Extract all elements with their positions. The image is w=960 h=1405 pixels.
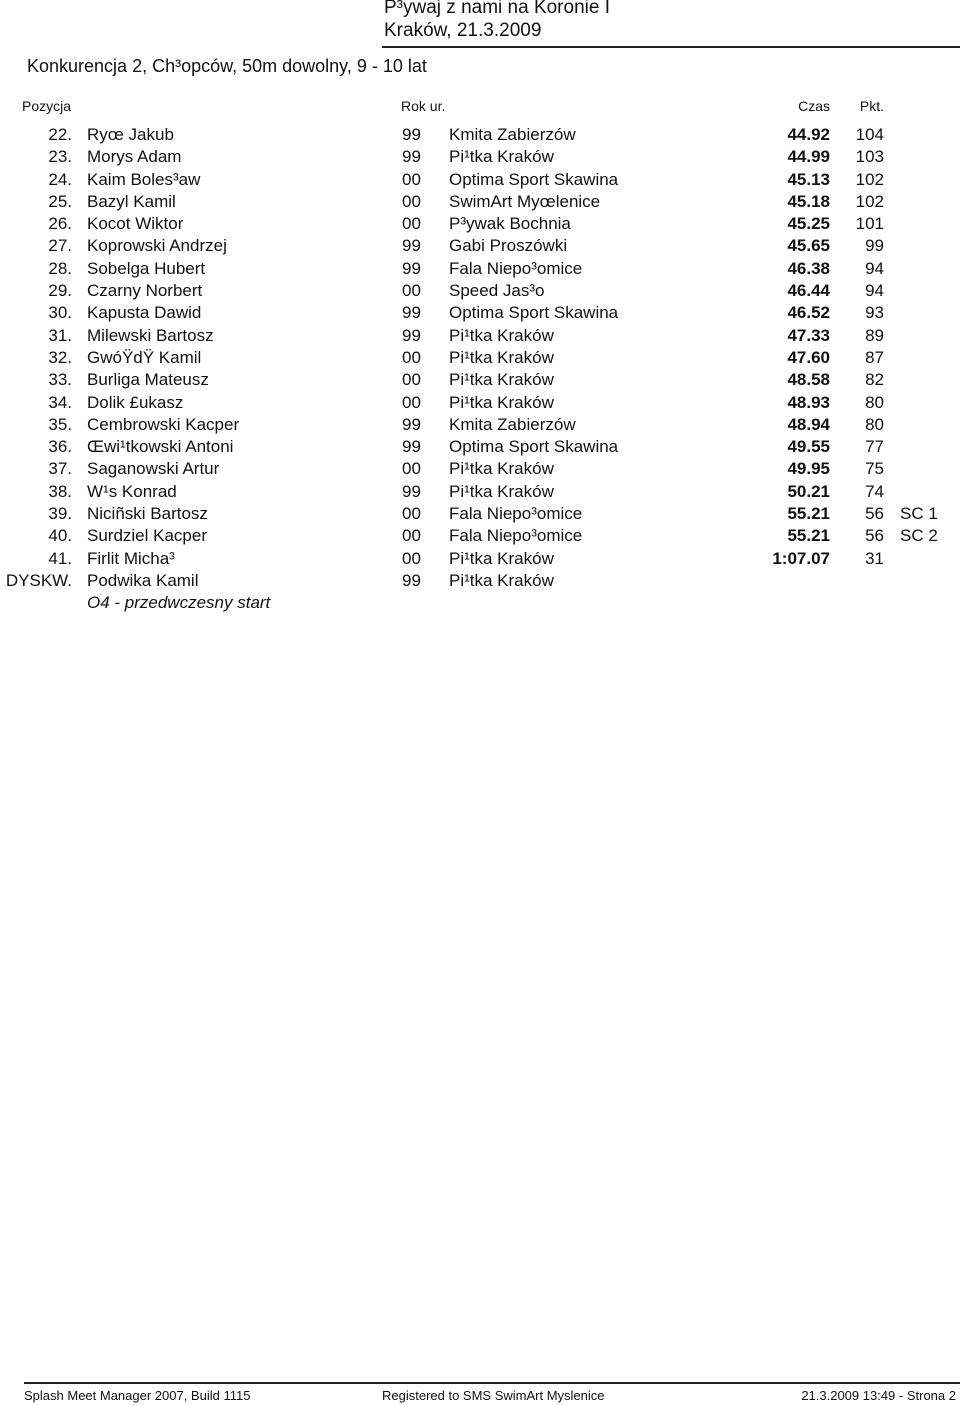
result-time: 55.21: [787, 526, 830, 546]
result-place: 35.: [48, 414, 72, 434]
result-place: 41.: [48, 548, 72, 568]
result-year: 00: [402, 214, 421, 234]
result-year: 99: [402, 125, 421, 144]
result-time: 44.99: [787, 147, 830, 167]
result-row: [0, 124, 960, 146]
result-time: 1:07.07: [772, 548, 830, 568]
result-place: 27.: [48, 236, 72, 256]
result-name: Ryœ Jakub: [87, 125, 174, 144]
result-club: Pi¹tka Kraków: [449, 548, 554, 568]
result-row: [0, 525, 960, 547]
result-year: 99: [402, 570, 421, 590]
result-row: [0, 213, 960, 235]
result-time: 49.55: [787, 437, 830, 457]
competition-title: Konkurencja 2, Ch³opców, 50m dowolny, 9 - 10 lat: [27, 56, 427, 76]
result-club: Pi¹tka Kraków: [449, 459, 554, 479]
result-row: [0, 369, 960, 391]
result-place: 33.: [48, 370, 72, 390]
result-row: [0, 258, 960, 280]
result-name: Burliga Mateusz: [87, 370, 209, 390]
result-points: 87: [865, 347, 884, 367]
footer-registered: Registered to SMS SwimArt Myslenice: [382, 1388, 605, 1403]
result-time: 47.33: [787, 325, 830, 345]
result-points: 56: [865, 504, 884, 524]
result-place: 34.: [48, 392, 72, 412]
result-row: [0, 302, 960, 324]
result-time: 45.13: [787, 169, 830, 189]
result-row: [0, 146, 960, 168]
result-place: 29.: [48, 281, 72, 301]
column-header-points: Pkt.: [859, 98, 884, 114]
result-place: 36.: [48, 437, 72, 457]
event-date: Kraków, 21.3.2009: [384, 20, 542, 41]
result-row: [0, 392, 960, 414]
result-points: 103: [855, 147, 884, 167]
result-name: Kaim Boles³aw: [87, 169, 201, 189]
result-row: [0, 436, 960, 458]
result-points: 102: [855, 169, 884, 189]
result-club: SwimArt Myœlenice: [449, 191, 601, 211]
result-name: Morys Adam: [87, 147, 182, 167]
result-club: Kmita Zabierzów: [449, 414, 576, 434]
result-row: [0, 503, 960, 525]
result-name: Surdziel Kacper: [87, 526, 208, 546]
footer-page-info: 21.3.2009 13:49 - Strona 2: [801, 1388, 956, 1403]
result-time: 47.60: [787, 347, 830, 367]
result-points: 94: [865, 258, 884, 278]
result-club: Optima Sport Skawina: [449, 303, 619, 323]
result-place: 28.: [48, 258, 72, 278]
result-points: 93: [865, 303, 884, 323]
result-name: Kocot Wiktor: [87, 214, 184, 234]
result-points: 74: [865, 481, 884, 501]
result-points: 101: [855, 214, 884, 234]
result-name: Koprowski Andrzej: [87, 236, 227, 256]
result-points: 75: [865, 459, 884, 479]
result-place: DYSKW.: [5, 570, 72, 590]
result-club: Pi¹tka Kraków: [449, 370, 554, 390]
result-note: SC 1: [900, 504, 938, 524]
result-points: 77: [865, 437, 884, 457]
result-row: [0, 570, 960, 592]
results-table: [0, 124, 960, 592]
result-points: 80: [865, 414, 884, 434]
result-club: Pi¹tka Kraków: [449, 481, 554, 501]
result-club: Fala Niepo³omice: [449, 526, 583, 546]
result-row: [0, 325, 960, 347]
result-club: Optima Sport Skawina: [449, 437, 619, 457]
result-club: Pi¹tka Kraków: [449, 392, 554, 412]
result-name: W¹s Konrad: [87, 481, 177, 501]
result-year: 00: [402, 526, 421, 546]
result-place: 39.: [48, 504, 72, 524]
result-points: 99: [865, 236, 884, 256]
column-header-year: Rok ur.: [401, 98, 446, 114]
result-time: 46.44: [787, 281, 830, 301]
result-year: 00: [402, 169, 421, 189]
result-year: 00: [402, 459, 421, 479]
result-points: 82: [865, 370, 884, 390]
result-row: [0, 481, 960, 503]
result-name: Œwi¹tkowski Antoni: [87, 437, 234, 457]
result-place: 30.: [48, 303, 72, 323]
result-club: Fala Niepo³omice: [449, 504, 583, 524]
result-points: 31: [865, 548, 884, 568]
result-row: [0, 191, 960, 213]
result-year: 00: [402, 548, 421, 568]
event-title: P³ywaj z nami na Koronie I: [384, 0, 610, 18]
result-row: [0, 458, 960, 480]
result-club: Pi¹tka Kraków: [449, 325, 554, 345]
result-time: 49.95: [787, 459, 830, 479]
result-place: 26.: [48, 214, 72, 234]
result-name: Sobelga Hubert: [87, 258, 206, 278]
result-place: 31.: [48, 325, 72, 345]
result-name: Czarny Norbert: [87, 281, 203, 301]
result-points: 89: [865, 325, 884, 345]
result-place: 32.: [48, 347, 72, 367]
result-row: [0, 347, 960, 369]
result-club: Pi¹tka Kraków: [449, 570, 554, 590]
result-year: 99: [402, 325, 421, 345]
column-header-position: Pozycja: [22, 98, 72, 114]
result-row: [0, 280, 960, 302]
result-name: Firlit Micha³: [87, 548, 175, 568]
result-year: 99: [402, 414, 421, 434]
result-time: 48.58: [787, 370, 830, 390]
result-name: Cembrowski Kacper: [87, 414, 240, 434]
result-row: [0, 548, 960, 570]
result-name: Saganowski Artur: [87, 459, 220, 479]
result-club: Pi¹tka Kraków: [449, 347, 554, 367]
result-name: Kapusta Dawid: [87, 303, 202, 323]
result-points: 104: [855, 125, 884, 144]
result-year: 99: [402, 258, 421, 278]
footer-divider: [24, 1382, 960, 1384]
result-time: 48.94: [787, 414, 830, 434]
footer-software: Splash Meet Manager 2007, Build 1115: [24, 1388, 251, 1403]
result-note: SC 2: [900, 526, 938, 546]
result-place: 40.: [48, 526, 72, 546]
result-name: Dolik £ukasz: [87, 392, 184, 412]
result-year: 00: [402, 347, 421, 367]
result-club: P³ywak Bochnia: [449, 214, 571, 234]
result-year: 00: [402, 392, 421, 412]
result-time: 55.21: [787, 504, 830, 524]
result-row: [0, 169, 960, 191]
result-year: 99: [402, 481, 421, 501]
result-place: 37.: [48, 459, 72, 479]
result-points: 80: [865, 392, 884, 412]
result-name: Niciñski Bartosz: [87, 504, 208, 524]
result-points: 102: [855, 191, 884, 211]
result-year: 00: [402, 504, 421, 524]
result-club: Kmita Zabierzów: [449, 125, 576, 144]
disqualification-reason: O4 - przedwczesny start: [87, 593, 271, 612]
result-points: 56: [865, 526, 884, 546]
result-year: 00: [402, 370, 421, 390]
result-row: [0, 414, 960, 436]
header-divider: [382, 46, 960, 48]
result-year: 99: [402, 236, 421, 256]
result-time: 45.65: [787, 236, 830, 256]
result-name: GwóŸdŸ Kamil: [87, 347, 202, 367]
result-year: 00: [402, 281, 421, 301]
result-club: Gabi Proszówki: [449, 236, 568, 256]
result-time: 50.21: [787, 481, 830, 501]
result-row: [0, 235, 960, 257]
result-place: 23.: [48, 147, 72, 167]
result-year: 00: [402, 191, 421, 211]
result-name: Milewski Bartosz: [87, 325, 214, 345]
result-time: 48.93: [787, 392, 830, 412]
column-header-time: Czas: [798, 98, 830, 114]
result-place: 25.: [48, 191, 72, 211]
result-time: 45.25: [787, 214, 830, 234]
result-club: Fala Niepo³omice: [449, 258, 583, 278]
result-time: 44.92: [787, 125, 830, 144]
result-place: 22.: [48, 125, 72, 144]
result-year: 99: [402, 303, 421, 323]
result-time: 46.38: [787, 258, 830, 278]
result-time: 46.52: [787, 303, 830, 323]
result-time: 45.18: [787, 191, 830, 211]
result-club: Pi¹tka Kraków: [449, 147, 554, 167]
result-place: 24.: [48, 169, 72, 189]
result-club: Speed Jas³o: [449, 281, 545, 301]
result-points: 94: [865, 281, 884, 301]
result-name: Podwika Kamil: [87, 570, 199, 590]
result-name: Bazyl Kamil: [87, 191, 176, 211]
result-year: 99: [402, 147, 421, 167]
result-year: 99: [402, 437, 421, 457]
result-place: 38.: [48, 481, 72, 501]
result-club: Optima Sport Skawina: [449, 169, 619, 189]
